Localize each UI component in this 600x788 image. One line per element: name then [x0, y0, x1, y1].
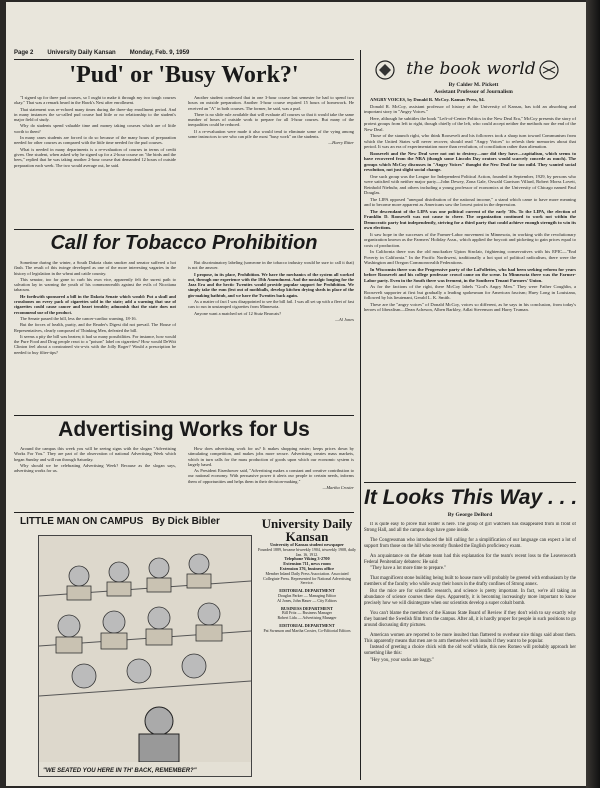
cartoon-drawing-icon [39, 536, 251, 762]
book-world-logo [371, 58, 571, 82]
newspaper-page [6, 2, 586, 786]
tobacco-paragraph: He forthwith sponsored a bill in the Dakota Senate which would: Put a skull and crossbones on every pack of cigarettes sold in the state; add a warning that use of cigarettes could cause cancer and heart trouble; admonish that the state does not recommend use of the product. [14, 293, 176, 315]
pud-paragraph: Why do students spend valuable time and money taking courses which are of little worth to them? [14, 123, 176, 134]
cartoon-byline: By Dick Bibler [152, 516, 220, 527]
column-paragraph: It is quite easy to prove that winter is here. The group of girl watchers has disappeared from in front of Strong Hall, and all the campus dogs have gone inside. [364, 522, 576, 533]
cartoon-series: LITTLE MAN ON CAMPUS [20, 516, 144, 527]
book-review-paragraph: Roosevelt and the New Deal were not out to destroy—nor did they have—capitalism, which seems to have recovered from the NRA (though some Lincoln Day orators would scarcely concede as much). The groups which McCoy discusses in "Angry Voices" thought the New Deal far too mild. They wanted social revolution, not just slight social change. [364, 150, 576, 172]
book-review-paragraph: As for the factions of the right, there McCoy labels "God's Angry Men." They were Father Coughlin, a Roosevelt supporter at first but gradually a leading spokesman for American fascism; Huey Long in Louisiana, followed by his lieutenant, Gerald L. K. Smith. [364, 284, 576, 300]
masthead-line: Bill Fritz — Business Manager [282, 610, 332, 616]
column-body [364, 522, 576, 780]
pud-column-1 [14, 95, 176, 227]
tobacco-paragraph: Sometime during the winter, a South Dakota chain smoker and senator suffered a hot flash. The result of this twinge developed as one of the more interesting vagaries in the history of legislation in the wheat and cattle country. [14, 260, 176, 276]
tobacco-paragraph: This senator, too far gone to curb his own vice, apparently felt the surest path to salvation lay in warning the youth of his commonwealth against the evils of Nicotiana tabacum. [14, 276, 176, 293]
masthead-line: University of Kansas student newspaper [270, 542, 344, 547]
binding-edge [586, 0, 600, 788]
advertising-paragraph: As President Eisenhower said, "Advertising makes a constant and creative contribution to our national economy. With persuasive power it alerts our people to certain needs, informs them of opportunities and helps them in their decision-making." [188, 468, 354, 484]
book-review-paragraph: These are the "angry voices" of Donald McCoy, voices so different, as he says in his conclusion, from today's heroes of liberalism—Dean Acheson, Alben Barkley, Adlai Stevenson and Harry Truman. [364, 301, 576, 312]
pud-paragraph: If a re-evaluation were made it also would tend to eliminate some of the vying among some instructors to see who can pile the most "busy work" on the students. [188, 128, 354, 140]
tobacco-paragraph: It seems a pity the bill was beaten; it had so many possibilities. For instance, how would the Pure Food and Drug people react to a "poison" label on cigarettes? How would DeWitt Clinton feel about a constrained vis-a-vis with the Jolly Roger? Would a prescription be needed to buy filter-tips? [14, 333, 176, 355]
paper-name: University Daily Kansan [47, 50, 116, 56]
book-review-paragraph: In Wisconsin there was the Progressive party of the LaFollettes, who had been seeking reform for years before Roosevelt and his college professor crowd came on the scene. In Minnesota there was the Farmer-Labor party. Even in the South there was ferment, in the Southern Tenant Farmers' Union. [364, 266, 576, 283]
tobacco-paragraph: But the forces of health, purity, and the Reader's Digest did not prevail. The House of Representatives, clearly composed of Thinking Men, defeated the bill. [14, 322, 176, 333]
book-review-paragraph: The descendant of the LIPA was one political current of the early '30s. To the LIPA, the election of Franklin D. Roosevelt was not cause to cheer. The organization continued to work not within the Democratic party but independently, striving for a third party that could achieve enough strength to win its own elections. [364, 208, 576, 230]
column-paragraph: American women are reported to be more insulted than flattered to overhear nice things said about them. This apparently means that men are to arm themselves with insults if they want to be popular. [364, 632, 576, 644]
book-world-logo-text: the book world [406, 59, 536, 79]
pud-paragraph: In many cases students are forced to do so because of the many hours of preparation needed for other courses as compared with the little time needed for the pud courses. [14, 135, 176, 146]
tobacco-column-1 [14, 260, 176, 410]
pud-column-2 [188, 95, 354, 227]
book-review-paragraph: It saw hope in the successes of the Farmer-Labor movement in Minnesota, in working with the revolutionary organization known as the Farmers' Holiday Assn., which applied the boycott and picketing to gain prices equal to costs of production. [364, 231, 576, 248]
tobacco-paragraph: Anyone want a matched set of 12 Stutz Bearcats? [194, 310, 282, 316]
tobacco-headline: Call for Tobacco Prohibition [50, 232, 318, 254]
column-headline: It Looks This Way . . . [364, 486, 578, 509]
masthead-line: Douglas Parker — Managing Editor [278, 592, 336, 598]
masthead-line: Founded 1889, became biweekly 1904, triweekly 1908, daily Jan. 16, 1912. [258, 546, 356, 557]
advertising-column-2 [188, 446, 354, 510]
masthead-line: Pat Swanson and Martha Crosier, Co-Editorial Editors [263, 627, 351, 633]
column-paragraph: Instead of greeting a choice chick with the old wolf whistle, this new Romeo will probably approach her something like this: [364, 645, 576, 657]
column-paragraph: "Hey you, your socks are baggy." [370, 658, 435, 664]
column-byline: By George DeBord [447, 512, 493, 518]
pud-paragraph: That statement was re-echoed many times during the three-day enrollment period. And in many instances the so-called pud course had little or no relationship to the student's major field of study. [14, 106, 176, 123]
cartoon-caption: "WE SEATED YOU HERE IN TH' BACK, REMEMBER?" [43, 768, 197, 774]
issue-date: Monday, Feb. 9, 1959 [129, 50, 190, 56]
book-review-role: Assistant Professor of Journalism [434, 88, 513, 95]
book-review-title: ANGRY VOICES, by Donald R. McCoy. Kansas Press, $4. [370, 97, 485, 102]
page-number: Page 2 [14, 50, 34, 56]
book-review-heading [371, 82, 576, 95]
column-paragraph: But the mice are for scientific research, and science is pretty important. In fact, we're all taking an abundance of science courses these days. Apparently, it is becoming increasingly more important to know precisely how we will disintegrate when our scientists develop a super cobalt bomb. [364, 589, 576, 606]
book-review-paragraph: Here, although he subtitles the book "Left-of-Center Politics in the New Deal Era," McCoy presents the story of protest groups from left to right, though chiefly of the left, who could accept neither the methods nor the end of the New Deal. [364, 115, 576, 132]
page-header [14, 50, 354, 56]
tobacco-paragraph: The Senate passed the bill, less the cancer-cardiac warning, 18-16. [20, 315, 137, 321]
book-review-paragraph: One such group was the League for Independent Political Action, founded in September, 1929, by persons who were satisfied with neither major party—John Dewey, Zona Gale, Oswald Garrison Villard, Robert Morss Lovett, Reinhold Niebuhr, and others including a young professor of economics at the University of Chicago named Paul Douglas. [364, 173, 576, 195]
masthead-line: Extension 376, business office [279, 565, 335, 571]
advertising-signature: —Martha Crosier [322, 485, 354, 491]
masthead-line: Robert Lida — Advertising Manager [277, 615, 337, 621]
tobacco-paragraph: As a matter of fact I was disappointed to see the bill fail. I was all set up with a fleet of fast cars to run in unstamped cigarettes from Minnesota. [188, 299, 354, 310]
pud-signature: —Harry Ritter [328, 140, 354, 146]
column-paragraph: You can't blame the members of the Kansas State Board of Review if they don't wish to say exactly why they banned the Swedish film from the campus. After all, it is hardly proper for people in such positions to go around discussing dirty pictures. [364, 610, 576, 628]
masthead-line: Extension 711, news room [283, 561, 331, 567]
masthead-line: Al Jones, John Hauer — City Editors [277, 597, 337, 603]
header-rule [14, 59, 354, 60]
section-rule [364, 482, 576, 483]
column-divider [360, 50, 361, 780]
pud-paragraph: Another student confessed that in one 3-hour course last semester he had to spend two hours on outside preparation. Another 3-hour course required 15 hours of homework. He received an "A" in both courses. The former, he said, was a pud. [188, 95, 354, 111]
pud-paragraph: "I signed up for three pud courses, so I ought to make it through my two tough courses okay." That was a remark heard in the Hawk's Nest after enrollment. [14, 95, 176, 106]
section-rule [14, 512, 354, 513]
cartoon-panel [38, 535, 252, 777]
masthead-title: University Daily Kansan [261, 516, 353, 544]
book-review-paragraph: Those of the staunch right, who think Roosevelt and his followers took a sharp turn toward Communism from which the United States will never recover, should read "Angry Voices" to refresh their memories about that period. It was an era of experimentation more than revolution, of conciliation rather than alienation. [364, 133, 576, 149]
section-rule [14, 415, 354, 416]
masthead-line: Telephone Viking 3-2700 [284, 556, 330, 562]
tobacco-column-2 [188, 260, 354, 410]
tobacco-signature: —Al Jones [335, 316, 354, 322]
pud-paragraph: There is no slide rule available that will evaluate all courses so that it would take the same number of hours of outside work to prepare for all 3-hour courses. But many of the inequalities could be reduced. [188, 111, 354, 128]
advertising-column-1 [14, 446, 176, 510]
book-review-body [364, 97, 576, 479]
advertising-paragraph: How does advertising work for us? It makes shopping easier; keeps prices down by stimulating competition, and makes jobs more secure. Advertising creates mass markets, which in turn calls for the mass production of goods upon which our economic system is largely based. [188, 446, 354, 467]
book-review-paragraph: In California there was the old muckraker Upton Sinclair, frightening conservatives with his EPIC—"End Poverty in California." In the Pacific Northwest, traditionally a hot spot of political radicalism, there were the Washington and Oregon Commonwealth Federations. [364, 249, 576, 265]
book-review-paragraph: Donald R. McCoy, assistant professor of history at the University of Kansas, has told an absorbing and important story in "Angry Voices." [364, 103, 576, 114]
tobacco-paragraph: I propose, in its place, Prohibition. We have the mechanics of the system all worked out, through our experience with the 18th Amendment. And the nostalgic longing for the Jazz Era and the hectic Twenties would provide popular support for Prohibition. We simply take the rum (lest out of mothballs, develop kitchen drying sheds in place of the gin-making bathtub, and we have the Twenties back again. [188, 271, 354, 298]
masthead [258, 517, 356, 634]
pud-headline: 'Pud' or 'Busy Work?' [69, 62, 299, 88]
masthead-line: EDITORIAL DEPARTMENT [279, 588, 335, 594]
masthead-line: BUSINESS DEPARTMENT [281, 605, 333, 611]
column-paragraph: That magnificent stone building being built to house more will probably be greeted with enthusiasm by the members of the faculty who while away their hours in the drafty confines of Strong annex. [364, 576, 576, 588]
section-rule [14, 229, 354, 230]
column-paragraph: The Congressman who introduced the bill calling for a simplification of our language can expect a lot of support from those on the hill who recently flunked the English proficiency exam. [364, 537, 576, 549]
column-paragraph: An acquaintance on the debate team had this explanation for the team's recent loss to the Leavenworth Federal Penitentiary debaters: He said: [364, 553, 576, 565]
advertising-paragraph: Why should we be celebrating Advertising Week? Because as the slogan says, advertising works for us. [14, 462, 176, 474]
tobacco-paragraph: But discriminatory labeling (someone in the tobacco industry would be sure to call it that) is not the answer. [188, 260, 354, 271]
masthead-line: EDITORIAL DEPARTMENT [279, 622, 335, 628]
column-paragraph: "They have a lot more time to prepare." [370, 566, 447, 572]
book-review-byline: By Calder M. Pickett [448, 82, 499, 88]
pud-paragraph: What is needed in many departments is a re-evaluation of courses in terms of credit given. One student, when asked why he signed up for a 2-hour course on "the birds and the bees," replied that he was taking another 2-hour course that demanded 12 hours of outside preparation each week. The two would average out, he said. [14, 146, 176, 168]
advertising-paragraph: Around the campus this week you will be seeing signs with the slogan "Advertising Works For You." They are part of the observation of national Advertising Week which began Sunday and will run through Saturday. [14, 446, 176, 462]
masthead-line: Member Inland Daily Press Association. Associated Collegiate Press. Represented for National Advertising Service. [263, 570, 351, 586]
advertising-headline: Advertising Works for Us [58, 418, 310, 441]
book-review-paragraph: The LIPA opposed "unequal distribution of the national income," a stand which came to have more meaning and to become more apparent as Americans saw the lowest point in the depression. [364, 196, 576, 207]
cartoon-title [20, 516, 252, 527]
